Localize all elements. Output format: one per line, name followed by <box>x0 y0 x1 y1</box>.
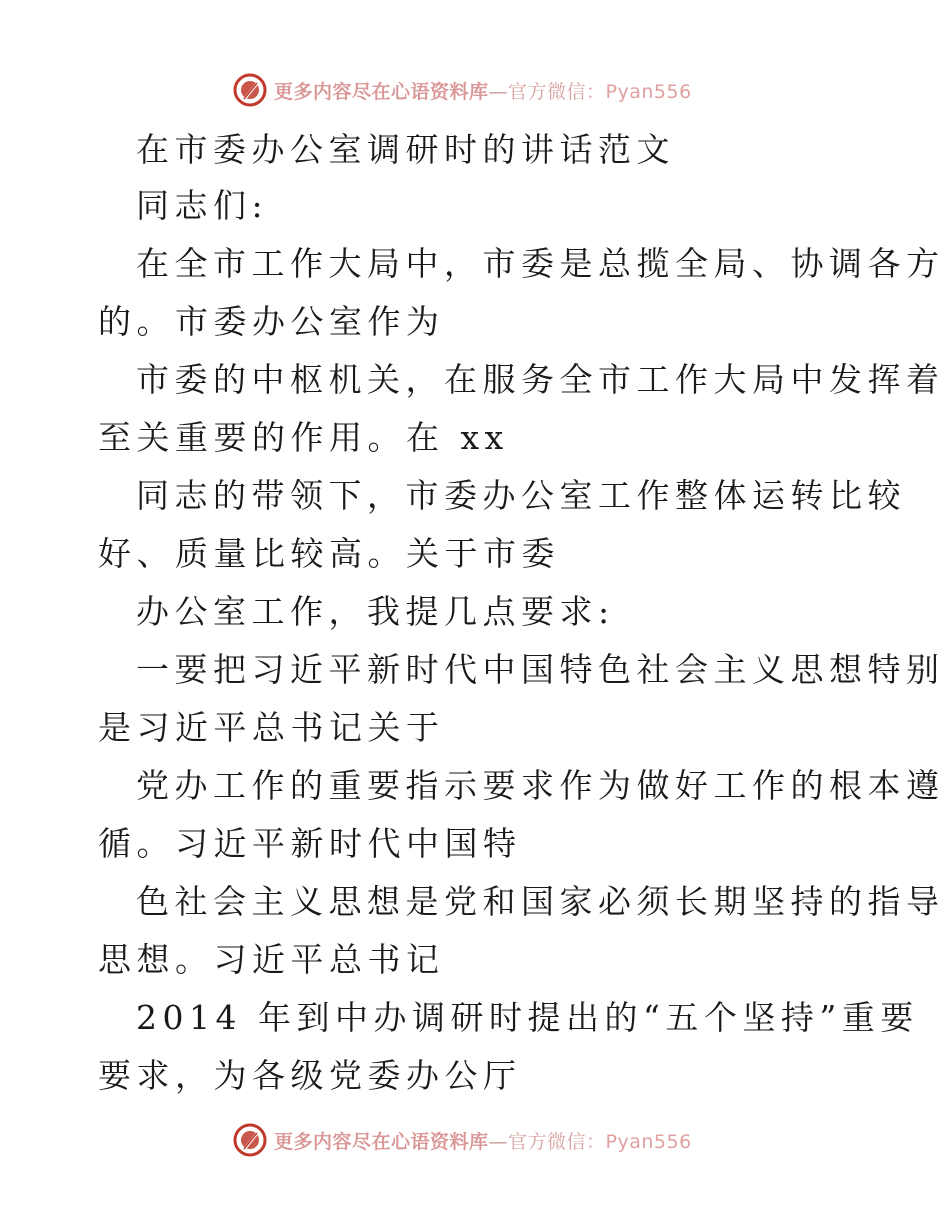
text-line: 的。市委办公室作为 <box>98 302 445 341</box>
text-line: 2014 年到中办调研时提出的“五个坚持”重要 <box>136 998 919 1037</box>
watermark-main: 更多内容尽在心语资料库 <box>274 1130 489 1153</box>
watermark-main: 更多内容尽在心语资料库 <box>274 80 489 103</box>
watermark-label: 官方微信： <box>508 1130 606 1153</box>
text-line: 要求，为各级党委办公厅 <box>98 1056 522 1095</box>
text-line: 是习近平总书记关于 <box>98 708 445 747</box>
text-line: 在全市工作大局中，市委是总揽全局、协调各方 <box>136 244 945 283</box>
text-line: 至关重要的作用。在 xx <box>98 418 509 457</box>
text-line: 循。习近平新时代中国特 <box>98 824 522 863</box>
text-line: 好、质量比较高。关于市委 <box>98 534 560 573</box>
watermark-id: Pyan556 <box>605 1130 692 1153</box>
watermark-text <box>274 77 692 104</box>
watermark-id: Pyan556 <box>605 80 692 103</box>
watermark-text <box>274 1127 692 1154</box>
text-line: 市委的中枢机关，在服务全市工作大局中发挥着 <box>136 360 945 399</box>
text-line: 党办工作的重要指示要求作为做好工作的根本遵 <box>136 766 945 805</box>
watermark-footer <box>232 1120 692 1160</box>
quill-logo-icon <box>232 1122 268 1158</box>
text-line: 同志们: <box>136 186 269 225</box>
watermark-dash: — <box>488 80 509 103</box>
document-title: 在市委办公室调研时的讲话范文 <box>136 130 675 169</box>
watermark-header <box>232 70 692 110</box>
text-line: 色社会主义思想是党和国家必须长期坚持的指导 <box>136 882 945 921</box>
quill-logo-icon <box>232 72 268 108</box>
text-line: 同志的带领下，市委办公室工作整体运转比较 <box>136 476 906 515</box>
text-line: 办公室工作，我提几点要求: <box>136 592 615 631</box>
text-line: 思想。习近平总书记 <box>98 940 445 979</box>
text-line: 一要把习近平新时代中国特色社会主义思想特别 <box>136 650 945 689</box>
watermark-label: 官方微信： <box>508 80 606 103</box>
watermark-dash: — <box>488 1130 509 1153</box>
